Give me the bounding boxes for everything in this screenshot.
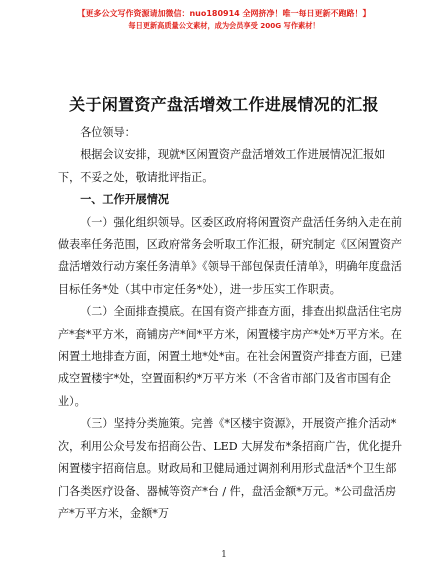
paragraph-3: （三）坚持分类施策。完善《*区楼宇资源》，开展资产推介活动*次，利用公众号发布招商公告、LED 大屏发布*条招商广告，优化提升闲置楼宇招商信息。财政局和卫健局通过调剂利用形式盘活*个卫生部门各类医疗设备、器械等资产*台 / 件，盘活金额*万元。*公司盘活房产*万平方米，金额*万 (58, 417, 403, 520)
document-title: 关于闲置资产盘活增效工作进展情况的汇报 (69, 95, 379, 114)
paragraph-2: （二）全面排查摸底。在国有资产排查方面，排查出拟盘活住宅房产*套*平方米，商铺房产*间*平方米，闲置楼宇房产*处*万平方米。在闲置土地排查方面，闲置土地*处*亩。在社会闲置资产排查方面，已建成空置楼宇*处，空置面积约*万平方米（不含省市部门及省市国有企业）。 (58, 305, 402, 408)
salutation: 各位领导： (80, 126, 136, 139)
section-heading: 一、工作开展情况 (80, 193, 169, 207)
intro-paragraph: 根据会议安排，现就*区闲置资产盘活增效工作进展情况汇报如下，不妥之处，敬请批评指正。 (58, 148, 386, 184)
promo-line-1: 【更多公文写作资源请加微信：nuo180914 全网挤净！唯一每日更新不跑路！】 (77, 9, 371, 18)
promo-banner (0, 8, 448, 32)
document-body (58, 122, 404, 525)
page-number: 1 (221, 550, 227, 560)
paragraph-1: （一）强化组织领导。区委区政府将闲置资产盘活任务纳入走在前做表率任务范围，区政府常务会听取工作汇报，研究制定《区闲置资产盘活增效行动方案任务清单》《领导干部包保责任清单》，明确年度盘活目标任务*处（其中市定任务*处），进一步压实工作职责。 (58, 215, 402, 296)
promo-line-2: 每日更新高质量公文素材，成为会员享受 200G 写作素材！ (128, 21, 320, 30)
